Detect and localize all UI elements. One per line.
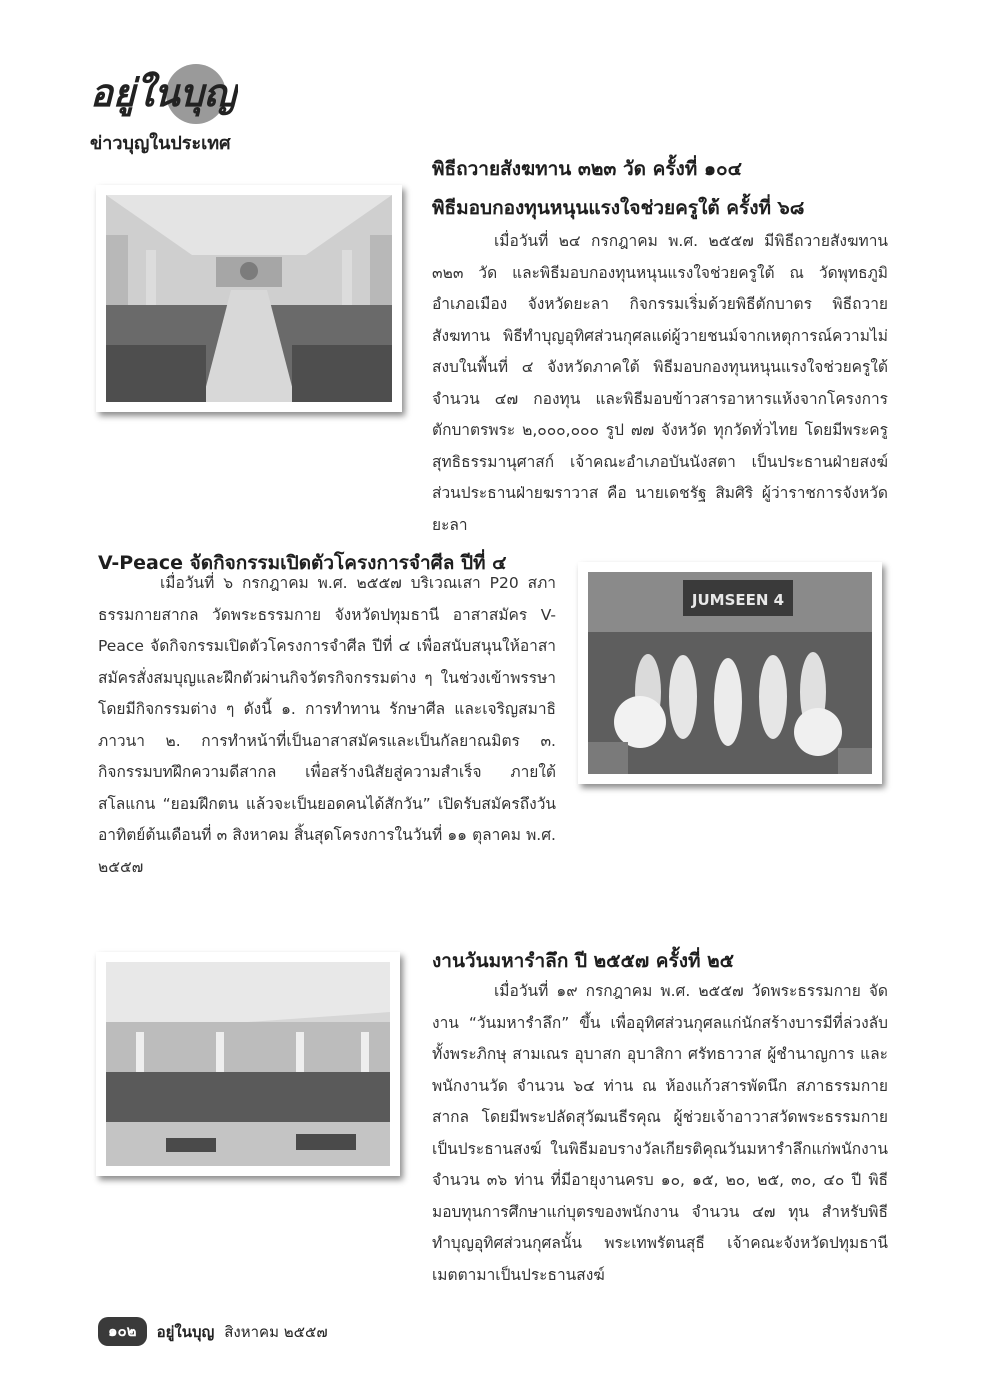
article2-body — [98, 568, 556, 883]
article3-title: งานวันมหารำลึก ปี ๒๕๕๗ ครั้งที่ ๒๕ — [432, 950, 735, 972]
section-label: ข่าวบุญในประเทศ — [90, 133, 231, 154]
photo-banner-text: JUMSEEN 4 — [691, 591, 785, 609]
article1-body — [432, 226, 888, 541]
article1-photo — [96, 185, 402, 412]
logo-text: อยู่ในบุญ — [90, 70, 237, 115]
article2-title: V-Peace จัดกิจกรรมเปิดตัวโครงการจำศีล ปีที่ ๔ — [98, 552, 507, 574]
article1-title-line2: พิธีมอบกองทุนหนุนแรงใจช่วยครูใต้ ครั้งที่ ๖๘ — [432, 197, 805, 219]
article2-body-text: เมื่อวันที่ ๖ กรกฎาคม พ.ศ. ๒๕๕๗ บริเวณเสา P20 สภาธรรมกายสากล วัดพระธรรมกาย จังหวัดปทุมธานี อาสาสมัคร V-Peace จัดกิจกรรมเปิดตัวโครงการจำศีล ปีที่ ๔ เพื่อสนับสนุนให้อาสาสมัครสั่งสมบุญและฝึกตัวผ่านกิจวัตรกิจกรรมต่าง ๆ ในช่วงเข้าพรรษา โดยมีกิจกรรมต่าง ๆ ดังนี้ ๑. การทำทาน รักษาศีล และเจริญสมาธิภาวนา ๒. การทำหน้าที่เป็นอาสาสมัครและเป็นกัลยาณมิตร ๓. กิจกรรมบทฝึกความดีสากล เพื่อสร้างนิสัยสู่ความสำเร็จ ภายใต้สโลแกน “ยอมฝึกตน แล้วจะเป็นยอดคนได้สักวัน” เปิดรับสมัครถึงวันอาทิตย์ต้นเดือนที่ ๓ สิงหาคม สิ้นสุดโครงการในวันที่ ๑๑ ตุลาคม พ.ศ. ๒๕๕๗ — [98, 574, 556, 876]
temple-hall-photo — [106, 195, 392, 402]
page-footer — [98, 1317, 328, 1346]
article3-body — [432, 976, 888, 1291]
article3-photo — [96, 952, 400, 1176]
footer-issue: สิงหาคม ๒๕๕๗ — [224, 1322, 328, 1341]
article3-body-text: เมื่อวันที่ ๑๙ กรกฎาคม พ.ศ. ๒๕๕๗ วัดพระธรรมกาย จัดงาน “วันมหารำลึก” ขึ้น เพื่ออุทิศส่วนกุศลแก่นักสร้างบารมีที่ล่วงลับ ทั้งพระภิกษุ สามเณร อุบาสก อุบาสิกา ศรัทธาวาส ผู้ชำนาญการ และพนักงานวัด จำนวน ๖๔ ท่าน ณ ห้องแก้วสารพัดนึก สภาธรรมกายสากล โดยมีพระปลัดสุวัฒนธีรคุณ ผู้ช่วยเจ้าอาวาสวัดพระธรรมกาย เป็นประธานสงฆ์ ในพิธีมอบรางวัลเกียรติคุณวันมหารำลึกแก่พนักงานจำนวน ๓๖ ท่าน ที่มีอายุงานครบ ๑๐, ๑๕, ๒๐, ๒๕, ๓๐, ๔๐ ปี พิธีมอบทุนการศึกษาแก่บุตรของพนักงาน จำนวน ๔๗ ทุน สำหรับพิธีทำบุญอุทิศส่วนกุศลนั้น พระเทพรัตนสุธี เจ้าคณะจังหวัดปทุมธานี เมตตามาเป็นประธานสงฆ์ — [432, 982, 888, 1284]
ceremony-hall-photo — [106, 962, 390, 1166]
page-number: ๑๐๒ — [98, 1317, 147, 1346]
volunteers-photo — [588, 572, 872, 774]
article2-photo — [578, 562, 882, 784]
magazine-logo — [88, 60, 238, 128]
article1-title-line1: พิธีถวายสังฆทาน ๓๒๓ วัด ครั้งที่ ๑๐๔ — [432, 158, 742, 180]
footer-magazine-name: อยู่ในบุญ — [156, 1322, 215, 1341]
article1-body-text: เมื่อวันที่ ๒๔ กรกฎาคม พ.ศ. ๒๕๕๗ มีพิธีถวายสังฆทาน ๓๒๓ วัด และพิธีมอบกองทุนหนุนแรงใจช่วยครูใต้ ณ วัดพุทธภูมิ อำเภอเมือง จังหวัดยะลา กิจกรรมเริ่มด้วยพิธีตักบาตร พิธีถวายสังฆทาน พิธีทำบุญอุทิศส่วนกุศลแด่ผู้วายชนม์จากเหตุการณ์ความไม่สงบในพื้นที่ ๔ จังหวัดภาคใต้ พิธีมอบกองทุนหนุนแรงใจช่วยครูใต้ จำนวน ๔๗ กองทุน และพิธีมอบข้าวสารอาหารแห้งจากโครงการตักบาตรพระ ๒,๐๐๐,๐๐๐ รูป ๗๗ จังหวัด ทุกวัดทั่วไทย โดยมีพระครูสุทธิธรรมานุศาสก์ เจ้าคณะอำเภอบันนังสตา เป็นประธานฝ่ายสงฆ์ ส่วนประธานฝ่ายฆราวาส คือ นายเดชรัฐ สิมศิริ ผู้ว่าราชการจังหวัดยะลา — [432, 232, 888, 534]
